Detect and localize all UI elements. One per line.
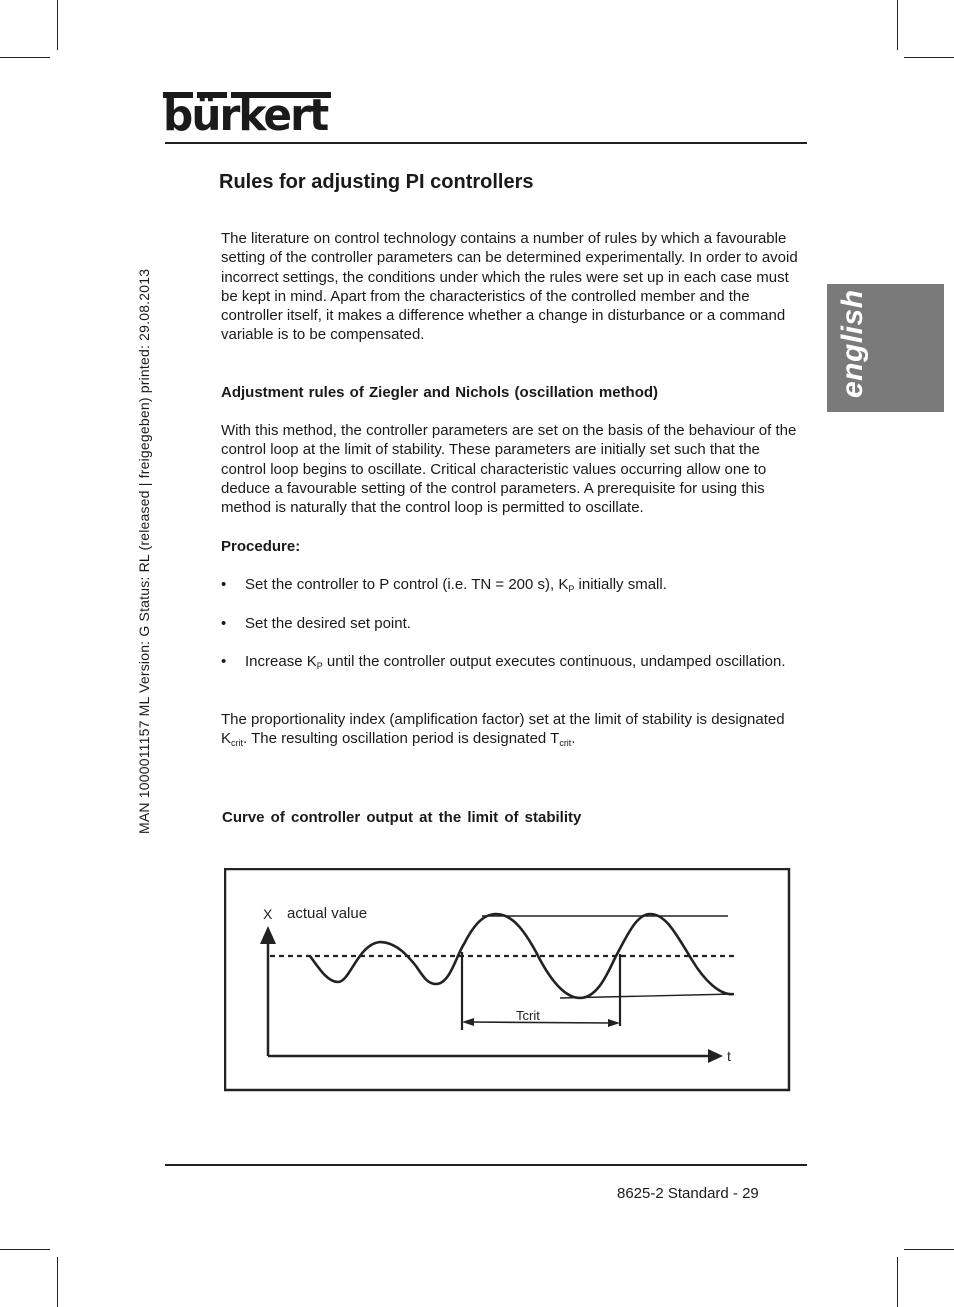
logo-text: bürkert: [163, 90, 328, 141]
list-item-text: Increase $K_P$ until the controller output executes continuous, undamped oscillation.: [245, 653, 786, 671]
crop-mark: [897, 0, 898, 50]
x-axis-label: t: [727, 1048, 731, 1064]
list-item-text: Set the desired set point.: [245, 615, 411, 632]
y-axis-label: actual value: [287, 905, 368, 922]
y-axis-arrow: [260, 926, 276, 944]
period-label: Tcrit: [516, 1008, 540, 1023]
crop-mark: [897, 1257, 898, 1307]
language-tab-label: english: [836, 289, 869, 398]
bullet-dot: •: [221, 615, 227, 632]
crop-mark: [904, 1249, 954, 1250]
oscillation-diagram: [224, 868, 792, 1094]
intro-paragraph: The literature on control technology contains a number of rules by which a favourable setting of the controller parameters can be determined experimentally. In order to avoid incorrect settings, the conditions under which the rules were set up in each case must be kept in mind. Apart from the characteristics of the controlled member and the controller itself, it makes a difference whether a change in disturbance or a command variable is to be compensated.: [221, 230, 798, 344]
brand-logo: [163, 90, 333, 141]
crop-mark: [0, 57, 50, 58]
crop-mark: [904, 57, 954, 58]
period-arrow-left: [462, 1018, 474, 1026]
footer-rule: [165, 1164, 807, 1166]
result-paragraph: The proportionality index (amplification factor) set at the limit of stability is designated $K_{crit}$. The resulting oscillation period is designated $T_{crit}$.: [221, 711, 785, 749]
period-arrow-right: [608, 1019, 620, 1027]
header-rule: [165, 142, 807, 144]
crop-mark: [57, 0, 58, 50]
crop-mark: [57, 1257, 58, 1307]
section-heading: Adjustment rules of Ziegler and Nichols (oscillation method): [221, 384, 659, 401]
figure-caption: Curve of controller output at the limit of stability: [222, 809, 582, 826]
x-axis-arrow: [708, 1049, 723, 1063]
procedure-heading: Procedure:: [221, 538, 301, 555]
period-dimension-line: [470, 1022, 612, 1023]
crop-mark: [0, 1249, 50, 1250]
bullet-dot: •: [221, 576, 227, 593]
list-item-text: Set the controller to P control (i.e. TN = 200 s), $K_P$ initially small.: [245, 576, 667, 594]
page-number: 8625-2 Standard - 29: [617, 1185, 759, 1202]
page-title: Rules for adjusting PI controllers: [219, 171, 534, 193]
document-meta: MAN 1000011157 ML Version: G Status: RL (released | freigegeben) printed: 29.08.2013: [136, 268, 152, 834]
section-body: With this method, the controller parameters are set on the basis of the behaviour of the control loop at the limit of stability. These parameters are initially set such that the control loop begins to oscillate. Critical characteristic values occurring allow one to deduce a favourable setting of the control parameters. A prerequisite for using this method is naturally that the control loop is permitted to oscillate.: [221, 422, 797, 517]
y-axis-symbol: X: [263, 906, 273, 922]
bullet-dot: •: [221, 653, 227, 670]
